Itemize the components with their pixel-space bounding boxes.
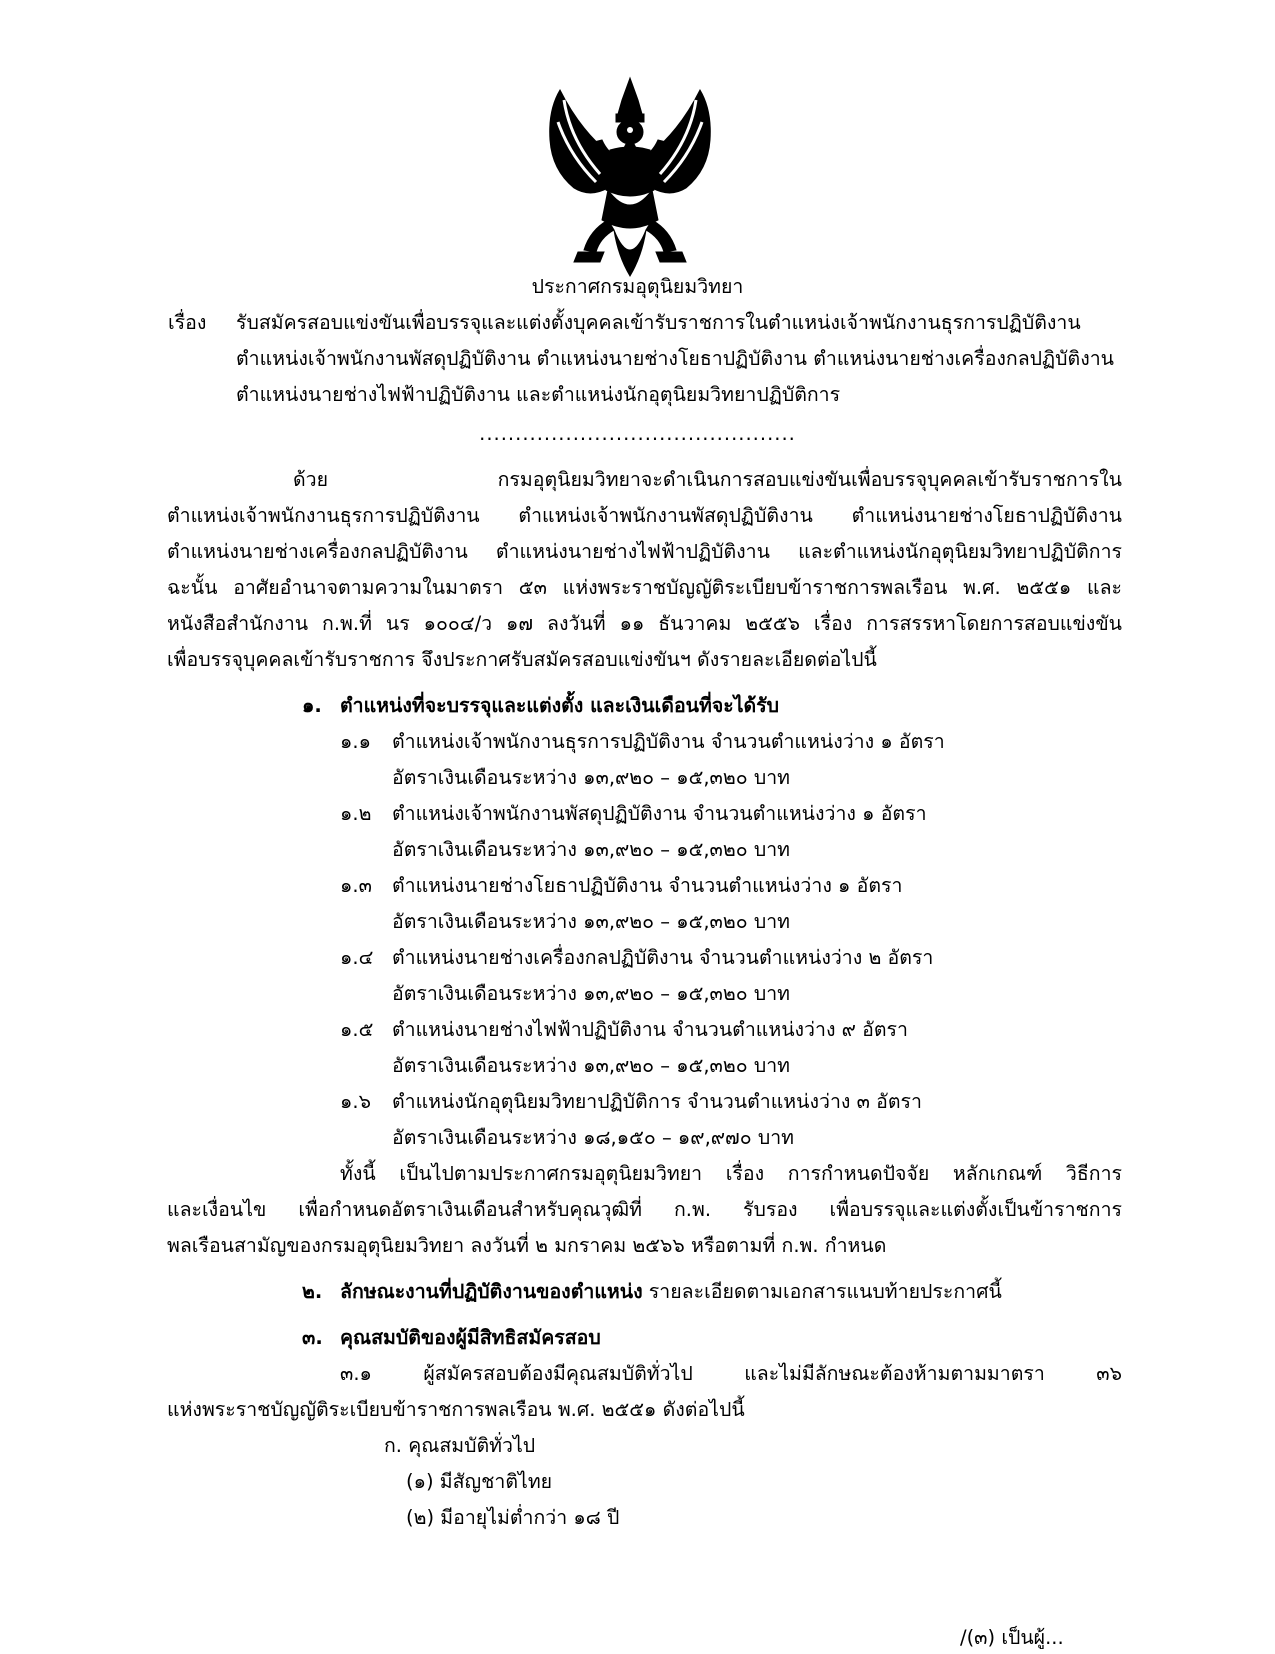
position-1-title: ตำแหน่งเจ้าพนักงานธุรการปฏิบัติงาน จำนวนตำแหน่งว่าง ๑ อัตรา xyxy=(392,730,945,753)
position-5-salary: อัตราเงินเดือนระหว่าง ๑๓,๙๒๐ – ๑๕,๓๒๐ บาท xyxy=(392,1054,790,1077)
section-2-number: ๒. xyxy=(302,1280,323,1303)
position-4-number: ๑.๔ xyxy=(340,946,374,969)
intro-line-2: ตำแหน่งเจ้าพนักงานธุรการปฏิบัติงาน ตำแหน่งเจ้าพนักงานพัสดุปฏิบัติงาน ตำแหน่งนายช่างโยธาปฏิบัติงาน xyxy=(167,504,1122,527)
section-1-note-line-2: และเงื่อนไข เพื่อกำหนดอัตราเงินเดือนสำหรับคุณวุฒิที่ ก.พ. รับรอง เพื่อบรรจุและแต่งตั้งเป็นข้าราชการ xyxy=(167,1198,1122,1221)
position-2-title: ตำแหน่งเจ้าพนักงานพัสดุปฏิบัติงาน จำนวนตำแหน่งว่าง ๑ อัตรา xyxy=(392,802,927,825)
subject-label: เรื่อง xyxy=(168,311,207,334)
qualification-item-2: (๒) มีอายุไม่ต่ำกว่า ๑๘ ปี xyxy=(406,1506,620,1529)
position-3-title: ตำแหน่งนายช่างโยธาปฏิบัติงาน จำนวนตำแหน่งว่าง ๑ อัตรา xyxy=(392,874,903,897)
section-2-heading: ลักษณะงานที่ปฏิบัติงานของตำแหน่ง xyxy=(340,1280,643,1303)
position-3-number: ๑.๓ xyxy=(340,874,372,897)
subject-line-2: ตำแหน่งเจ้าพนักงานพัสดุปฏิบัติงาน ตำแหน่งนายช่างโยธาปฏิบัติงาน ตำแหน่งนายช่างเครื่องกลปฏิบัติงาน xyxy=(236,347,1114,370)
position-2-salary: อัตราเงินเดือนระหว่าง ๑๓,๙๒๐ – ๑๕,๓๒๐ บาท xyxy=(392,838,790,861)
position-6-number: ๑.๖ xyxy=(340,1090,371,1113)
section-3-number: ๓. xyxy=(302,1326,323,1349)
intro-line-6: เพื่อบรรจุบุคคลเข้ารับราชการ จึงประกาศรับสมัครสอบแข่งขันฯ ดังรายละเอียดต่อไปนี้ xyxy=(167,648,877,671)
position-4-title: ตำแหน่งนายช่างเครื่องกลปฏิบัติงาน จำนวนตำแหน่งว่าง ๒ อัตรา xyxy=(392,946,934,969)
intro-line-1: ด้วย กรมอุตุนิยมวิทยาจะดำเนินการสอบแข่งขันเพื่อบรรจุบุคคลเข้ารับราชการใน xyxy=(293,468,1122,491)
section-1-note-line-3: พลเรือนสามัญของกรมอุตุนิยมวิทยา ลงวันที่ ๒ มกราคม ๒๕๖๖ หรือตามที่ ก.พ. กำหนด xyxy=(167,1234,887,1257)
garuda-emblem-icon xyxy=(530,70,730,290)
section-1-heading: ตำแหน่งที่จะบรรจุและแต่งตั้ง และเงินเดือนที่จะได้รับ xyxy=(340,694,780,717)
intro-line-4: ฉะนั้น อาศัยอำนาจตามความในมาตรา ๕๓ แห่งพระราชบัญญัติระเบียบข้าราชการพลเรือน พ.ศ. ๒๕๕๑ และ xyxy=(167,576,1122,599)
position-3-salary: อัตราเงินเดือนระหว่าง ๑๓,๙๒๐ – ๑๕,๓๒๐ บาท xyxy=(392,910,790,933)
intro-line-3: ตำแหน่งนายช่างเครื่องกลปฏิบัติงาน ตำแหน่งนายช่างไฟฟ้าปฏิบัติงาน และตำแหน่งนักอุตุนิยมวิทยาปฏิบัติการ xyxy=(167,540,1122,563)
position-6-salary: อัตราเงินเดือนระหว่าง ๑๘,๑๕๐ – ๑๙,๙๗๐ บาท xyxy=(392,1126,794,1149)
position-2-number: ๑.๒ xyxy=(340,802,372,825)
section-3-heading: คุณสมบัติของผู้มีสิทธิสมัครสอบ xyxy=(340,1326,601,1349)
position-4-salary: อัตราเงินเดือนระหว่าง ๑๓,๙๒๐ – ๑๕,๓๒๐ บาท xyxy=(392,982,790,1005)
subject-line-1: รับสมัครสอบแข่งขันเพื่อบรรจุและแต่งตั้งบุคคลเข้ารับราชการในตำแหน่งเจ้าพนักงานธุรการปฏิบัติงาน xyxy=(236,311,1081,334)
position-1-number: ๑.๑ xyxy=(340,730,371,753)
position-5-number: ๑.๕ xyxy=(340,1018,374,1041)
document-title: ประกาศกรมอุตุนิยมวิทยา xyxy=(531,275,744,298)
section-2-line xyxy=(340,1276,1002,1308)
intro-line-5: หนังสือสำนักงาน ก.พ.ที่ นร ๑๐๐๔/ว ๑๗ ลงวันที่ ๑๑ ธันวาคม ๒๕๕๖ เรื่อง การสรรหาโดยการสอบแข่งขัน xyxy=(167,612,1122,635)
continuation-note: /(๓) เป็นผู้... xyxy=(960,1626,1064,1649)
section-3-para-line-2: แห่งพระราชบัญญัติระเบียบข้าราชการพลเรือน พ.ศ. ๒๕๕๑ ดังต่อไปนี้ xyxy=(167,1398,745,1421)
divider: ............................................ xyxy=(479,422,796,445)
subject-line-3: ตำแหน่งนายช่างไฟฟ้าปฏิบัติงาน และตำแหน่งนักอุตุนิยมวิทยาปฏิบัติการ xyxy=(236,383,841,406)
section-1-note-line-1: ทั้งนี้ เป็นไปตามประกาศกรมอุตุนิยมวิทยา เรื่อง การกำหนดปัจจัย หลักเกณฑ์ วิธีการ xyxy=(340,1162,1122,1185)
qualification-item-1: (๑) มีสัญชาติไทย xyxy=(406,1470,553,1493)
position-6-title: ตำแหน่งนักอุตุนิยมวิทยาปฏิบัติการ จำนวนตำแหน่งว่าง ๓ อัตรา xyxy=(392,1090,922,1113)
position-5-title: ตำแหน่งนายช่างไฟฟ้าปฏิบัติงาน จำนวนตำแหน่งว่าง ๙ อัตรา xyxy=(392,1018,908,1041)
section-3-sub-heading: ก. คุณสมบัติทั่วไป xyxy=(384,1434,536,1457)
section-2-text: รายละเอียดตามเอกสารแนบท้ายประกาศนี้ xyxy=(648,1280,1002,1303)
section-1-number: ๑. xyxy=(302,694,322,717)
position-1-salary: อัตราเงินเดือนระหว่าง ๑๓,๙๒๐ – ๑๕,๓๒๐ บาท xyxy=(392,766,790,789)
section-3-para-line-1: ๓.๑ ผู้สมัครสอบต้องมีคุณสมบัติทั่วไป และไม่มีลักษณะต้องห้ามตามมาตรา ๓๖ xyxy=(340,1362,1122,1385)
